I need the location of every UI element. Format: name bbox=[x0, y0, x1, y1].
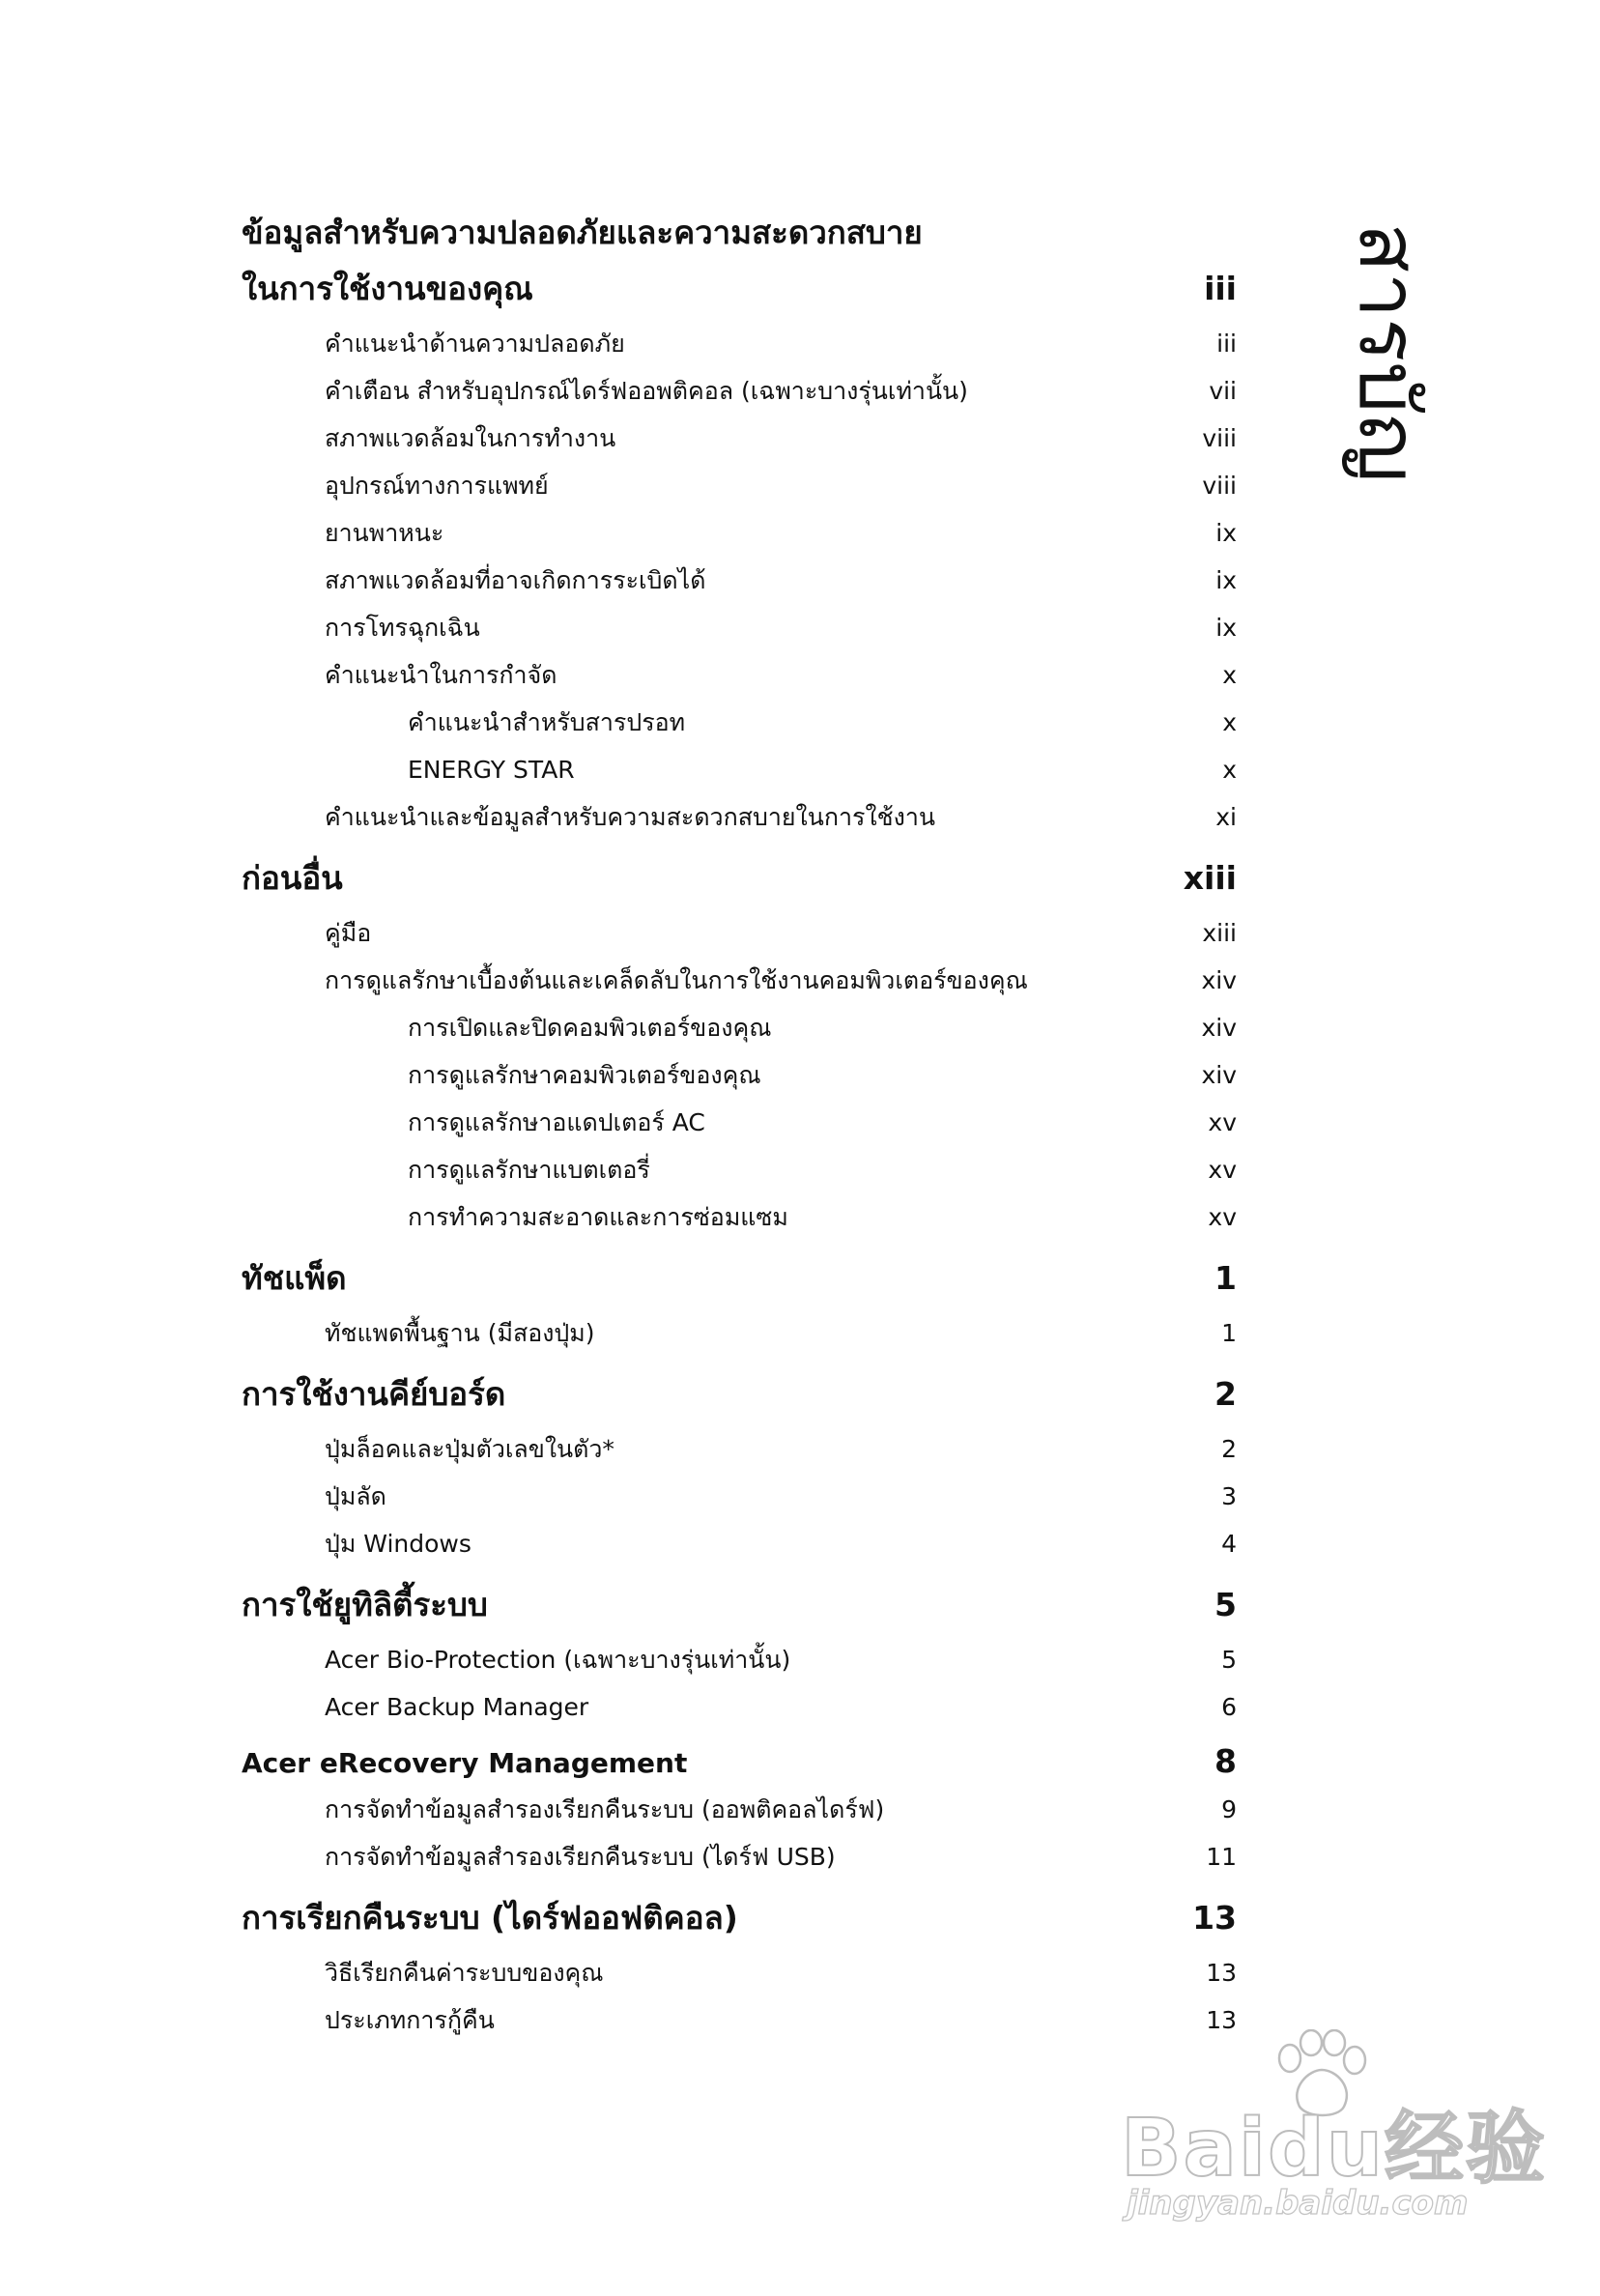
entry-label: ปุ่มล็อคและปุ่มตัวเลขในตัว* bbox=[325, 1435, 614, 1463]
toc-subentry[interactable] bbox=[242, 1099, 1237, 1146]
toc-entry[interactable] bbox=[242, 509, 1237, 557]
toc-entry-getting-started[interactable] bbox=[242, 852, 1237, 904]
entry-label: การดูแลรักษาคอมพิวเตอร์ของคุณ bbox=[408, 1061, 761, 1089]
section-title: ก่อนอื่น bbox=[242, 859, 343, 897]
section-title: การใช้ยูทิลิตี้ระบบ bbox=[242, 1586, 488, 1623]
entry-label: การดูแลรักษาเบื้องต้นและเคล็ดลับในการใช้งานคอมพิวเตอร์ของคุณ bbox=[325, 966, 1028, 994]
toc-entry[interactable] bbox=[242, 415, 1237, 462]
toc-entry[interactable] bbox=[242, 604, 1237, 651]
toc-entry-system-recovery[interactable] bbox=[242, 1892, 1237, 1943]
page-number: ix bbox=[1215, 614, 1237, 642]
toc-entry[interactable] bbox=[242, 957, 1237, 1004]
page-number: xiv bbox=[1201, 1014, 1237, 1042]
toc-entry[interactable] bbox=[242, 1683, 1237, 1731]
page-number: xiv bbox=[1201, 1061, 1237, 1089]
entry-label: ENERGY STAR bbox=[408, 756, 575, 784]
page-number: 3 bbox=[1221, 1482, 1237, 1510]
page-number: iii bbox=[1216, 330, 1237, 358]
page-number: 8 bbox=[1214, 1742, 1237, 1780]
toc-subentry[interactable] bbox=[242, 1146, 1237, 1193]
watermark-url: jingyan.baidu.com bbox=[1127, 2184, 1469, 2223]
toc-entry[interactable] bbox=[242, 1833, 1237, 1880]
entry-label: ปุ่มลัด bbox=[325, 1482, 386, 1510]
entry-label: วิธีเรียกคืนค่าระบบของคุณ bbox=[325, 1959, 604, 1987]
entry-label: คู่มือ bbox=[325, 919, 372, 947]
toc-entry[interactable] bbox=[242, 1520, 1237, 1567]
entry-label: การทำความสะอาดและการซ่อมแซม bbox=[408, 1203, 788, 1231]
entry-label: คำเตือน สำหรับอุปกรณ์ไดร์ฟออพติคอล (เฉพาะบางรุ่นเท่านั้น) bbox=[325, 377, 968, 405]
entry-label: ยานพาหนะ bbox=[325, 519, 444, 547]
toc-entry[interactable] bbox=[242, 1425, 1237, 1473]
entry-label: Acer Bio-Protection (เฉพาะบางรุ่นเท่านั้น) bbox=[325, 1646, 791, 1674]
toc-entry[interactable] bbox=[242, 557, 1237, 604]
section-title-safety-line2: ในการใช้งานของคุณ bbox=[242, 270, 533, 307]
chapter-side-title bbox=[1331, 203, 1447, 502]
page-number: 2 bbox=[1214, 1375, 1237, 1413]
page-number: x bbox=[1222, 708, 1237, 736]
toc-entry[interactable] bbox=[242, 651, 1237, 699]
toc-entry-erecovery[interactable] bbox=[242, 1742, 1237, 1780]
entry-label: คำแนะนำในการกำจัด bbox=[325, 661, 557, 689]
page-number: viii bbox=[1202, 424, 1237, 452]
toc-subentry[interactable] bbox=[242, 1004, 1237, 1051]
page-number: 1 bbox=[1214, 1259, 1237, 1297]
page-number: xv bbox=[1208, 1203, 1237, 1231]
entry-label: คำแนะนำสำหรับสารปรอท bbox=[408, 708, 686, 736]
toc-entry[interactable] bbox=[242, 367, 1237, 415]
page-number: vii bbox=[1209, 377, 1237, 405]
page-number: xv bbox=[1208, 1108, 1237, 1136]
toc-entry[interactable] bbox=[242, 1473, 1237, 1520]
page-number: 5 bbox=[1214, 1586, 1237, 1623]
toc-entry[interactable] bbox=[242, 1786, 1237, 1833]
baidu-watermark bbox=[1121, 2029, 1548, 2223]
entry-label: การเปิดและปิดคอมพิวเตอร์ของคุณ bbox=[408, 1014, 772, 1042]
page-number: xv bbox=[1208, 1156, 1237, 1184]
section-title-safety-line1: ข้อมูลสำหรับความปลอดภัยและความสะดวกสบาย bbox=[242, 214, 923, 251]
page-number: 6 bbox=[1221, 1693, 1237, 1721]
toc-entry[interactable] bbox=[242, 462, 1237, 509]
entry-label: สภาพแวดล้อมในการทำงาน bbox=[325, 424, 616, 452]
toc-subentry[interactable] bbox=[242, 699, 1237, 746]
page-number: xiv bbox=[1201, 966, 1237, 994]
entry-label: สภาพแวดล้อมที่อาจเกิดการระเบิดได้ bbox=[325, 566, 706, 594]
toc-entry-system-utilities[interactable] bbox=[242, 1579, 1237, 1630]
page-number: xiii bbox=[1202, 919, 1237, 947]
side-title-text: สารบัญ bbox=[1341, 222, 1436, 483]
page-number: 13 bbox=[1206, 1959, 1237, 1987]
toc-entry-keyboard[interactable] bbox=[242, 1368, 1237, 1420]
entry-label: อุปกรณ์ทางการแพทย์ bbox=[325, 472, 549, 500]
table-of-contents bbox=[242, 203, 1237, 2044]
toc-subentry[interactable] bbox=[242, 1193, 1237, 1241]
entry-label: Acer Backup Manager bbox=[325, 1693, 589, 1721]
entry-label: ทัชแพดพื้นฐาน (มีสองปุ่ม) bbox=[325, 1319, 595, 1347]
toc-subentry[interactable] bbox=[242, 746, 1237, 793]
entry-label: คำแนะนำและข้อมูลสำหรับความสะดวกสบายในการใช้งาน bbox=[325, 803, 935, 831]
section-title: การเรียกคืนระบบ (ไดร์ฟออฟติคอล) bbox=[242, 1899, 738, 1937]
entry-label: ปุ่ม Windows bbox=[325, 1530, 471, 1558]
page-number: xi bbox=[1215, 803, 1237, 831]
page-number: 9 bbox=[1221, 1795, 1237, 1823]
page-number: 4 bbox=[1221, 1530, 1237, 1558]
page-number: 2 bbox=[1221, 1435, 1237, 1463]
entry-label: การจัดทำข้อมูลสำรองเรียกคืนระบบ (ออพติคอลไดร์ฟ) bbox=[325, 1795, 885, 1823]
page-number: iii bbox=[1204, 270, 1237, 307]
entry-label: คำแนะนำด้านความปลอดภัย bbox=[325, 330, 625, 358]
page-number: 13 bbox=[1192, 1899, 1237, 1937]
toc-entry-touchpad[interactable] bbox=[242, 1252, 1237, 1304]
page-number: xiii bbox=[1183, 859, 1237, 897]
page-number: x bbox=[1222, 756, 1237, 784]
toc-entry[interactable] bbox=[242, 793, 1237, 841]
toc-entry[interactable] bbox=[242, 1636, 1237, 1683]
page-number: 1 bbox=[1221, 1319, 1237, 1347]
toc-entry[interactable] bbox=[242, 909, 1237, 957]
page-number: 5 bbox=[1221, 1646, 1237, 1674]
page-number: x bbox=[1222, 661, 1237, 689]
entry-label: การดูแลรักษาแบตเตอรี่ bbox=[408, 1156, 650, 1184]
page-number: ix bbox=[1215, 519, 1237, 547]
entry-label: การจัดทำข้อมูลสำรองเรียกคืนระบบ (ไดร์ฟ USB) bbox=[325, 1843, 836, 1871]
section-title: การใช้งานคีย์บอร์ด bbox=[242, 1375, 506, 1413]
toc-entry[interactable] bbox=[242, 320, 1237, 367]
toc-entry-safety[interactable] bbox=[242, 263, 1237, 314]
entry-label: การดูแลรักษาอแดปเตอร์ AC bbox=[408, 1108, 705, 1136]
page-number: ix bbox=[1215, 566, 1237, 594]
section-title: Acer eRecovery Management bbox=[242, 1747, 688, 1779]
entry-label: การโทรฉุกเฉิน bbox=[325, 614, 480, 642]
toc-subentry[interactable] bbox=[242, 1051, 1237, 1099]
page-number: 11 bbox=[1206, 1843, 1237, 1871]
section-title: ทัชแพ็ด bbox=[242, 1259, 347, 1297]
page-number: 13 bbox=[1206, 2006, 1237, 2034]
page-number: viii bbox=[1202, 472, 1237, 500]
toc-entry[interactable] bbox=[242, 1309, 1237, 1357]
toc-entry[interactable] bbox=[242, 1996, 1237, 2044]
entry-label: ประเภทการกู้คืน bbox=[325, 2006, 495, 2034]
toc-entry[interactable] bbox=[242, 1949, 1237, 1996]
watermark-brand: Baidu经验 bbox=[1121, 2103, 1548, 2195]
